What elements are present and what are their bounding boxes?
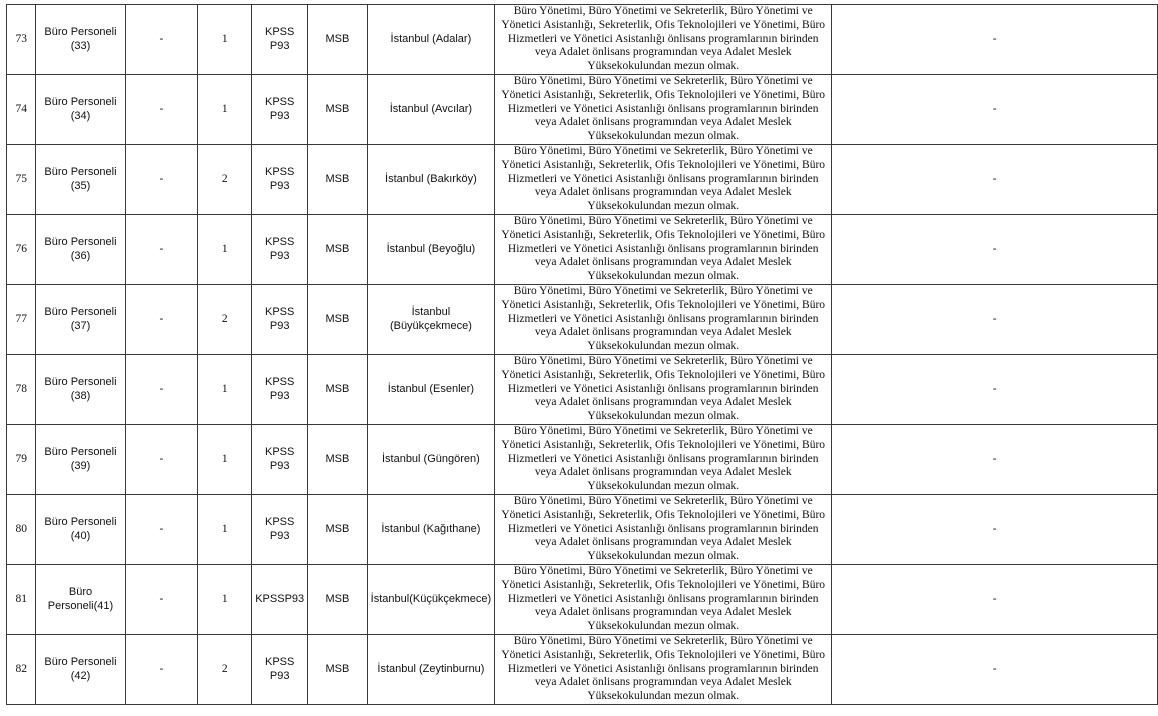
location-cell: İstanbul (Esenler) (367, 355, 494, 425)
row-number-cell: 78 (7, 355, 36, 425)
table-row (7, 355, 1158, 425)
position-title-cell: Büro Personeli (39) (36, 425, 125, 495)
position-count-cell: 2 (198, 285, 252, 355)
row-number-cell: 75 (7, 145, 36, 215)
institution-cell: MSB (308, 5, 368, 75)
table-row (7, 495, 1158, 565)
location-cell: İstanbul(Küçükçekmece) (367, 565, 494, 635)
position-title-cell: Büro Personeli (36) (36, 215, 125, 285)
location-cell: İstanbul (Bakırköy) (367, 145, 494, 215)
education-requirement-cell: Büro Yönetimi, Büro Yönetimi ve Sekreterlik, Büro Yönetimi ve Yönetici Asistanlığı, Sekreterlik, Ofis Teknolojileri ve Yönetimi, Büro Hizmetleri ve Yönetici Asistanlığı önlisans programlarının birinden veya Adalet önlisans programından veya Adalet Meslek Yüksekokulundan mezun olmak. (495, 215, 832, 285)
exam-type-cell: KPSS P93 (252, 285, 308, 355)
position-count-cell: 1 (198, 75, 252, 145)
institution-cell: MSB (308, 495, 368, 565)
institution-cell: MSB (308, 145, 368, 215)
education-requirement-cell: Büro Yönetimi, Büro Yönetimi ve Sekreterlik, Büro Yönetimi ve Yönetici Asistanlığı, Sekreterlik, Ofis Teknolojileri ve Yönetimi, Büro Hizmetleri ve Yönetici Asistanlığı önlisans programlarının birinden veya Adalet önlisans programından veya Adalet Meslek Yüksekokulundan mezun olmak. (495, 635, 832, 705)
exam-type-cell: KPSS P93 (252, 495, 308, 565)
institution-cell: MSB (308, 75, 368, 145)
row-number-cell: 79 (7, 425, 36, 495)
education-requirement-cell: Büro Yönetimi, Büro Yönetimi ve Sekreterlik, Büro Yönetimi ve Yönetici Asistanlığı, Sekreterlik, Ofis Teknolojileri ve Yönetimi, Büro Hizmetleri ve Yönetici Asistanlığı önlisans programlarının birinden veya Adalet önlisans programından veya Adalet Meslek Yüksekokulundan mezun olmak. (495, 285, 832, 355)
notes-cell: - (832, 425, 1158, 495)
empty-column-cell: - (125, 355, 198, 425)
notes-cell: - (832, 75, 1158, 145)
education-requirement-cell: Büro Yönetimi, Büro Yönetimi ve Sekreterlik, Büro Yönetimi ve Yönetici Asistanlığı, Sekreterlik, Ofis Teknolojileri ve Yönetimi, Büro Hizmetleri ve Yönetici Asistanlığı önlisans programlarının birinden veya Adalet önlisans programından veya Adalet Meslek Yüksekokulundan mezun olmak. (495, 355, 832, 425)
position-count-cell: 1 (198, 5, 252, 75)
table-row (7, 425, 1158, 495)
empty-column-cell: - (125, 145, 198, 215)
exam-type-cell: KPSS P93 (252, 5, 308, 75)
position-title-cell: Büro Personeli (37) (36, 285, 125, 355)
location-cell: İstanbul (Büyükçekmece) (367, 285, 494, 355)
institution-cell: MSB (308, 285, 368, 355)
table-row (7, 75, 1158, 145)
education-requirement-cell: Büro Yönetimi, Büro Yönetimi ve Sekreterlik, Büro Yönetimi ve Yönetici Asistanlığı, Sekreterlik, Ofis Teknolojileri ve Yönetimi, Büro Hizmetleri ve Yönetici Asistanlığı önlisans programlarının birinden veya Adalet önlisans programından veya Adalet Meslek Yüksekokulundan mezun olmak. (495, 75, 832, 145)
education-requirement-cell: Büro Yönetimi, Büro Yönetimi ve Sekreterlik, Büro Yönetimi ve Yönetici Asistanlığı, Sekreterlik, Ofis Teknolojileri ve Yönetimi, Büro Hizmetleri ve Yönetici Asistanlığı önlisans programlarının birinden veya Adalet önlisans programından veya Adalet Meslek Yüksekokulundan mezun olmak. (495, 425, 832, 495)
exam-type-cell: KPSS P93 (252, 75, 308, 145)
exam-type-cell: KPSS P93 (252, 145, 308, 215)
empty-column-cell: - (125, 495, 198, 565)
position-title-cell: Büro Personeli (38) (36, 355, 125, 425)
location-cell: İstanbul (Zeytinburnu) (367, 635, 494, 705)
position-count-cell: 1 (198, 495, 252, 565)
institution-cell: MSB (308, 565, 368, 635)
education-requirement-cell: Büro Yönetimi, Büro Yönetimi ve Sekreterlik, Büro Yönetimi ve Yönetici Asistanlığı, Sekreterlik, Ofis Teknolojileri ve Yönetimi, Büro Hizmetleri ve Yönetici Asistanlığı önlisans programlarının birinden veya Adalet önlisans programından veya Adalet Meslek Yüksekokulundan mezun olmak. (495, 565, 832, 635)
notes-cell: - (832, 145, 1158, 215)
row-number-cell: 81 (7, 565, 36, 635)
table-row (7, 5, 1158, 75)
position-count-cell: 2 (198, 145, 252, 215)
position-title-cell: Büro Personeli (33) (36, 5, 125, 75)
exam-type-cell: KPSSP93 (252, 565, 308, 635)
education-requirement-cell: Büro Yönetimi, Büro Yönetimi ve Sekreterlik, Büro Yönetimi ve Yönetici Asistanlığı, Sekreterlik, Ofis Teknolojileri ve Yönetimi, Büro Hizmetleri ve Yönetici Asistanlığı önlisans programlarının birinden veya Adalet önlisans programından veya Adalet Meslek Yüksekokulundan mezun olmak. (495, 145, 832, 215)
empty-column-cell: - (125, 425, 198, 495)
institution-cell: MSB (308, 355, 368, 425)
exam-type-cell: KPSS P93 (252, 355, 308, 425)
exam-type-cell: KPSS P93 (252, 215, 308, 285)
notes-cell: - (832, 495, 1158, 565)
empty-column-cell: - (125, 215, 198, 285)
exam-type-cell: KPSS P93 (252, 425, 308, 495)
position-title-cell: Büro Personeli (40) (36, 495, 125, 565)
position-title-cell: Büro Personeli (34) (36, 75, 125, 145)
education-requirement-cell: Büro Yönetimi, Büro Yönetimi ve Sekreterlik, Büro Yönetimi ve Yönetici Asistanlığı, Sekreterlik, Ofis Teknolojileri ve Yönetimi, Büro Hizmetleri ve Yönetici Asistanlığı önlisans programlarının birinden veya Adalet önlisans programından veya Adalet Meslek Yüksekokulundan mezun olmak. (495, 5, 832, 75)
position-count-cell: 1 (198, 425, 252, 495)
position-title-cell: Büro Personeli (42) (36, 635, 125, 705)
notes-cell: - (832, 215, 1158, 285)
table-body (7, 5, 1158, 705)
notes-cell: - (832, 355, 1158, 425)
empty-column-cell: - (125, 635, 198, 705)
table-row (7, 635, 1158, 705)
institution-cell: MSB (308, 635, 368, 705)
row-number-cell: 77 (7, 285, 36, 355)
row-number-cell: 73 (7, 5, 36, 75)
education-requirement-cell: Büro Yönetimi, Büro Yönetimi ve Sekreterlik, Büro Yönetimi ve Yönetici Asistanlığı, Sekreterlik, Ofis Teknolojileri ve Yönetimi, Büro Hizmetleri ve Yönetici Asistanlığı önlisans programlarının birinden veya Adalet önlisans programından veya Adalet Meslek Yüksekokulundan mezun olmak. (495, 495, 832, 565)
location-cell: İstanbul (Avcılar) (367, 75, 494, 145)
row-number-cell: 80 (7, 495, 36, 565)
empty-column-cell: - (125, 5, 198, 75)
exam-type-cell: KPSS P93 (252, 635, 308, 705)
table-row (7, 215, 1158, 285)
position-count-cell: 2 (198, 635, 252, 705)
institution-cell: MSB (308, 215, 368, 285)
empty-column-cell: - (125, 285, 198, 355)
notes-cell: - (832, 285, 1158, 355)
position-title-cell: Büro Personeli (35) (36, 145, 125, 215)
empty-column-cell: - (125, 565, 198, 635)
location-cell: İstanbul (Adalar) (367, 5, 494, 75)
institution-cell: MSB (308, 425, 368, 495)
notes-cell: - (832, 565, 1158, 635)
table-row (7, 285, 1158, 355)
location-cell: İstanbul (Beyoğlu) (367, 215, 494, 285)
row-number-cell: 82 (7, 635, 36, 705)
position-title-cell: Büro Personeli(41) (36, 565, 125, 635)
location-cell: İstanbul (Güngören) (367, 425, 494, 495)
row-number-cell: 76 (7, 215, 36, 285)
position-count-cell: 1 (198, 355, 252, 425)
position-count-cell: 1 (198, 215, 252, 285)
table-row (7, 565, 1158, 635)
notes-cell: - (832, 635, 1158, 705)
table-row (7, 145, 1158, 215)
empty-column-cell: - (125, 75, 198, 145)
row-number-cell: 74 (7, 75, 36, 145)
notes-cell: - (832, 5, 1158, 75)
location-cell: İstanbul (Kağıthane) (367, 495, 494, 565)
position-count-cell: 1 (198, 565, 252, 635)
positions-table (6, 4, 1158, 705)
